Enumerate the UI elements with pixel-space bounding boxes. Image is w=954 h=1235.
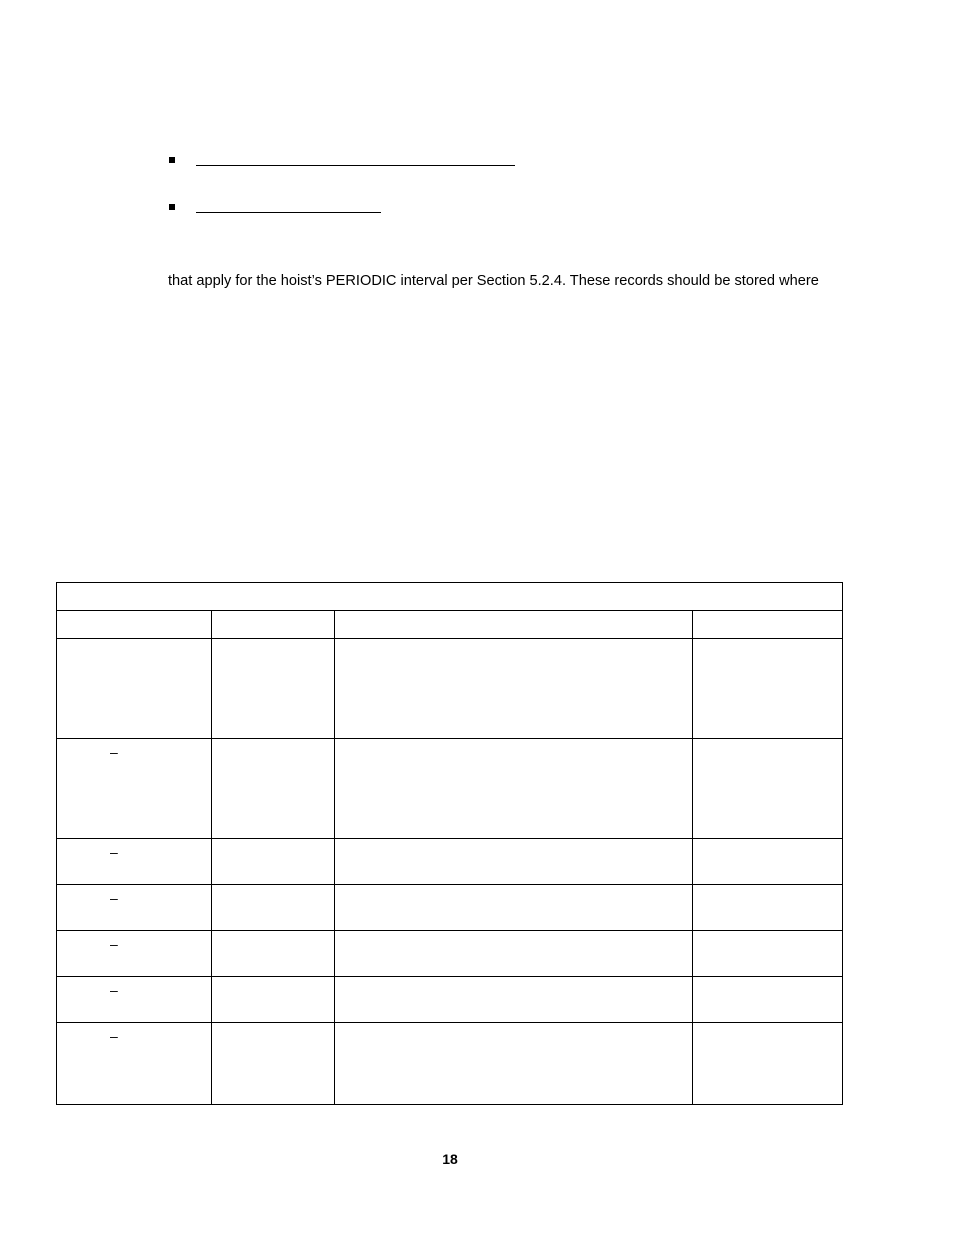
dash-mark: – (110, 890, 118, 906)
table-cell (693, 977, 843, 1023)
table-cell (57, 931, 212, 977)
table-cell (212, 639, 335, 739)
table-title-cell (57, 583, 843, 611)
table-title-row (57, 583, 843, 611)
table-cell (335, 1023, 693, 1105)
dash-mark: – (110, 744, 118, 760)
table-row (57, 977, 843, 1023)
table-cell (693, 739, 843, 839)
table-header-row (57, 611, 843, 639)
table-row (57, 1023, 843, 1105)
table-cell (693, 885, 843, 931)
dash-mark: – (110, 936, 118, 952)
table-cell (57, 885, 212, 931)
table-cell (212, 885, 335, 931)
blank-fill-line (196, 212, 381, 213)
table-cell (693, 639, 843, 739)
table-cell (212, 931, 335, 977)
table-cell (335, 885, 693, 931)
table-cell (212, 839, 335, 885)
table-cell (57, 839, 212, 885)
table-cell (212, 739, 335, 839)
table-cell (335, 639, 693, 739)
table-cell (693, 1023, 843, 1105)
inspection-record-table (56, 582, 843, 1105)
table-header-cell (335, 611, 693, 639)
page-number: 18 (442, 1151, 458, 1167)
table-cell (212, 1023, 335, 1105)
table-cell (57, 1023, 212, 1105)
table-cell (335, 931, 693, 977)
dash-mark: – (110, 982, 118, 998)
table-cell (57, 977, 212, 1023)
table-header-cell (212, 611, 335, 639)
table-row (57, 839, 843, 885)
table-cell (57, 639, 212, 739)
table-cell (693, 931, 843, 977)
square-bullet-icon (169, 157, 175, 163)
table-cell (212, 977, 335, 1023)
table-cell (335, 739, 693, 839)
table-cell (335, 839, 693, 885)
table-cell (57, 739, 212, 839)
dash-mark: – (110, 844, 118, 860)
square-bullet-icon (169, 204, 175, 210)
dash-mark: – (110, 1028, 118, 1044)
table-row (57, 931, 843, 977)
table-row (57, 739, 843, 839)
body-paragraph: that apply for the hoist’s PERIODIC interval per Section 5.2.4. These records should be stored where (168, 273, 819, 289)
table-header-cell (693, 611, 843, 639)
table-header-cell (57, 611, 212, 639)
table-cell (693, 839, 843, 885)
table-row (57, 639, 843, 739)
table-row (57, 885, 843, 931)
table-cell (335, 977, 693, 1023)
blank-fill-line (196, 165, 515, 166)
